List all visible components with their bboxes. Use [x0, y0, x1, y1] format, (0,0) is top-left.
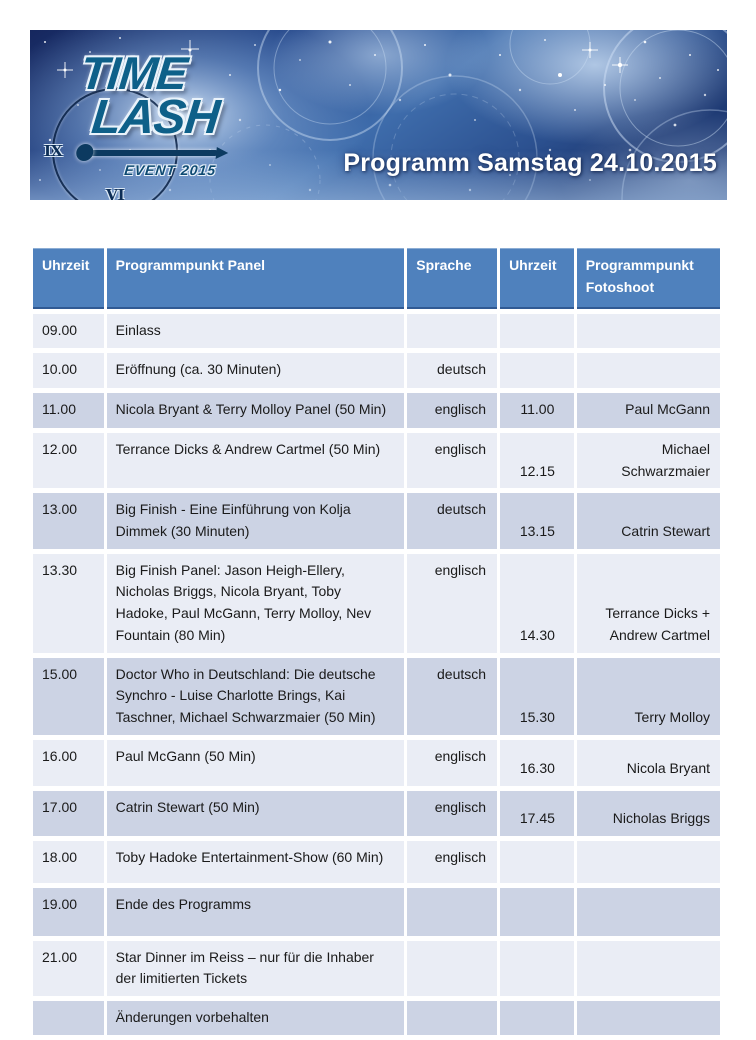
- header-uhrzeit-fotoshoot: Uhrzeit: [500, 248, 574, 309]
- cell-fotoshoot-name: Terrance Dicks + Andrew Cartmel: [577, 554, 720, 653]
- cell-panel: Nicola Bryant & Terry Molloy Panel (50 Min): [107, 393, 405, 428]
- cell-time: 12.00: [33, 433, 104, 488]
- cell-time: [33, 1001, 104, 1035]
- cell-panel: Ende des Programms: [107, 888, 405, 936]
- table-row: [33, 393, 720, 428]
- cell-fotoshoot-time: 16.30: [500, 740, 574, 786]
- cell-fotoshoot-name: Michael Schwarzmaier: [577, 433, 720, 488]
- table-row: [33, 1001, 720, 1035]
- cell-fotoshoot-name: [577, 353, 720, 388]
- cell-fotoshoot-name: Catrin Stewart: [577, 493, 720, 548]
- cell-fotoshoot-time: 13.15: [500, 493, 574, 548]
- cell-language: deutsch: [407, 658, 497, 735]
- table-row: [33, 791, 720, 836]
- cell-language: deutsch: [407, 493, 497, 548]
- header-programmpunkt-fotoshoot: Programmpunkt Fotoshoot: [577, 248, 720, 309]
- header-programmpunkt-panel: Programmpunkt Panel: [107, 248, 405, 309]
- cell-fotoshoot-time: 14.30: [500, 554, 574, 653]
- cell-fotoshoot-time: 11.00: [500, 393, 574, 428]
- table-row: [33, 314, 720, 348]
- table-row: [33, 740, 720, 786]
- cell-panel: Toby Hadoke Entertainment-Show (60 Min): [107, 841, 405, 883]
- cell-time: 21.00: [33, 941, 104, 996]
- schedule-rows: [33, 314, 720, 1035]
- cell-fotoshoot-name: Nicholas Briggs: [577, 791, 720, 836]
- table-row: [33, 433, 720, 488]
- table-row: [33, 353, 720, 388]
- cell-fotoshoot-time: [500, 888, 574, 936]
- header-uhrzeit-panel: Uhrzeit: [33, 248, 104, 309]
- cell-fotoshoot-name: [577, 888, 720, 936]
- cell-language: englisch: [407, 554, 497, 653]
- logo-word-lash: LASH: [89, 91, 222, 144]
- timelash-logo: [50, 42, 286, 192]
- cell-fotoshoot-time: [500, 1001, 574, 1035]
- logo-event-year: EVENT 2015: [123, 162, 217, 178]
- table-header-row: [33, 248, 720, 309]
- cell-time: 10.00: [33, 353, 104, 388]
- header-sprache: Sprache: [407, 248, 497, 309]
- cell-language: englisch: [407, 393, 497, 428]
- table-row: [33, 658, 720, 735]
- cell-panel: Änderungen vorbehalten: [107, 1001, 405, 1035]
- cell-fotoshoot-name: Terry Molloy: [577, 658, 720, 735]
- cell-fotoshoot-time: [500, 841, 574, 883]
- cell-time: 19.00: [33, 888, 104, 936]
- cell-time: 11.00: [33, 393, 104, 428]
- cell-time: 15.00: [33, 658, 104, 735]
- logo-word-time: TIME: [77, 47, 190, 99]
- cell-fotoshoot-name: [577, 941, 720, 996]
- cell-language: englisch: [407, 433, 497, 488]
- cell-language: englisch: [407, 841, 497, 883]
- cell-fotoshoot-time: [500, 941, 574, 996]
- cell-time: 13.30: [33, 554, 104, 653]
- cell-fotoshoot-time: 12.15: [500, 433, 574, 488]
- table-row: [33, 493, 720, 548]
- clock-numeral-ix: IX: [44, 142, 63, 160]
- cell-time: 13.00: [33, 493, 104, 548]
- clock-numeral-vi: VI: [106, 186, 125, 200]
- banner-title: Programm Samstag 24.10.2015: [343, 149, 717, 177]
- cell-language: deutsch: [407, 353, 497, 388]
- cell-language: [407, 314, 497, 348]
- cell-fotoshoot-name: Paul McGann: [577, 393, 720, 428]
- cell-panel: Eröffnung (ca. 30 Minuten): [107, 353, 405, 388]
- cell-language: [407, 941, 497, 996]
- cell-fotoshoot-time: [500, 353, 574, 388]
- cell-panel: Doctor Who in Deutschland: Die deutsche Synchro - Luise Charlotte Brings, Kai Taschner, Michael Schwarzmaier (50 Min): [107, 658, 405, 735]
- cell-fotoshoot-name: [577, 841, 720, 883]
- table-row: [33, 941, 720, 996]
- program-schedule-table: [30, 243, 723, 1040]
- cell-language: [407, 1001, 497, 1035]
- event-banner: [30, 30, 727, 200]
- cell-fotoshoot-name: [577, 1001, 720, 1035]
- cell-language: [407, 888, 497, 936]
- table-row: [33, 888, 720, 936]
- table-row: [33, 841, 720, 883]
- cell-fotoshoot-name: Nicola Bryant: [577, 740, 720, 786]
- cell-time: 17.00: [33, 791, 104, 836]
- cell-panel: Star Dinner im Reiss – nur für die Inhaber der limitierten Tickets: [107, 941, 405, 996]
- cell-fotoshoot-time: 17.45: [500, 791, 574, 836]
- cell-time: 09.00: [33, 314, 104, 348]
- cell-panel: Big Finish - Eine Einführung von Kolja Dimmek (30 Minuten): [107, 493, 405, 548]
- table-row: [33, 554, 720, 653]
- cell-panel: Big Finish Panel: Jason Heigh-Ellery, Nicholas Briggs, Nicola Bryant, Toby Hadoke, Paul McGann, Terry Molloy, Nev Fountain (80 Min): [107, 554, 405, 653]
- cell-language: englisch: [407, 740, 497, 786]
- cell-panel: Einlass: [107, 314, 405, 348]
- cell-fotoshoot-time: [500, 314, 574, 348]
- cell-panel: Catrin Stewart (50 Min): [107, 791, 405, 836]
- cell-panel: Terrance Dicks & Andrew Cartmel (50 Min): [107, 433, 405, 488]
- cell-time: 18.00: [33, 841, 104, 883]
- clock-hand-icon: [80, 150, 219, 156]
- cell-panel: Paul McGann (50 Min): [107, 740, 405, 786]
- cell-fotoshoot-time: 15.30: [500, 658, 574, 735]
- cell-fotoshoot-name: [577, 314, 720, 348]
- cell-time: 16.00: [33, 740, 104, 786]
- cell-language: englisch: [407, 791, 497, 836]
